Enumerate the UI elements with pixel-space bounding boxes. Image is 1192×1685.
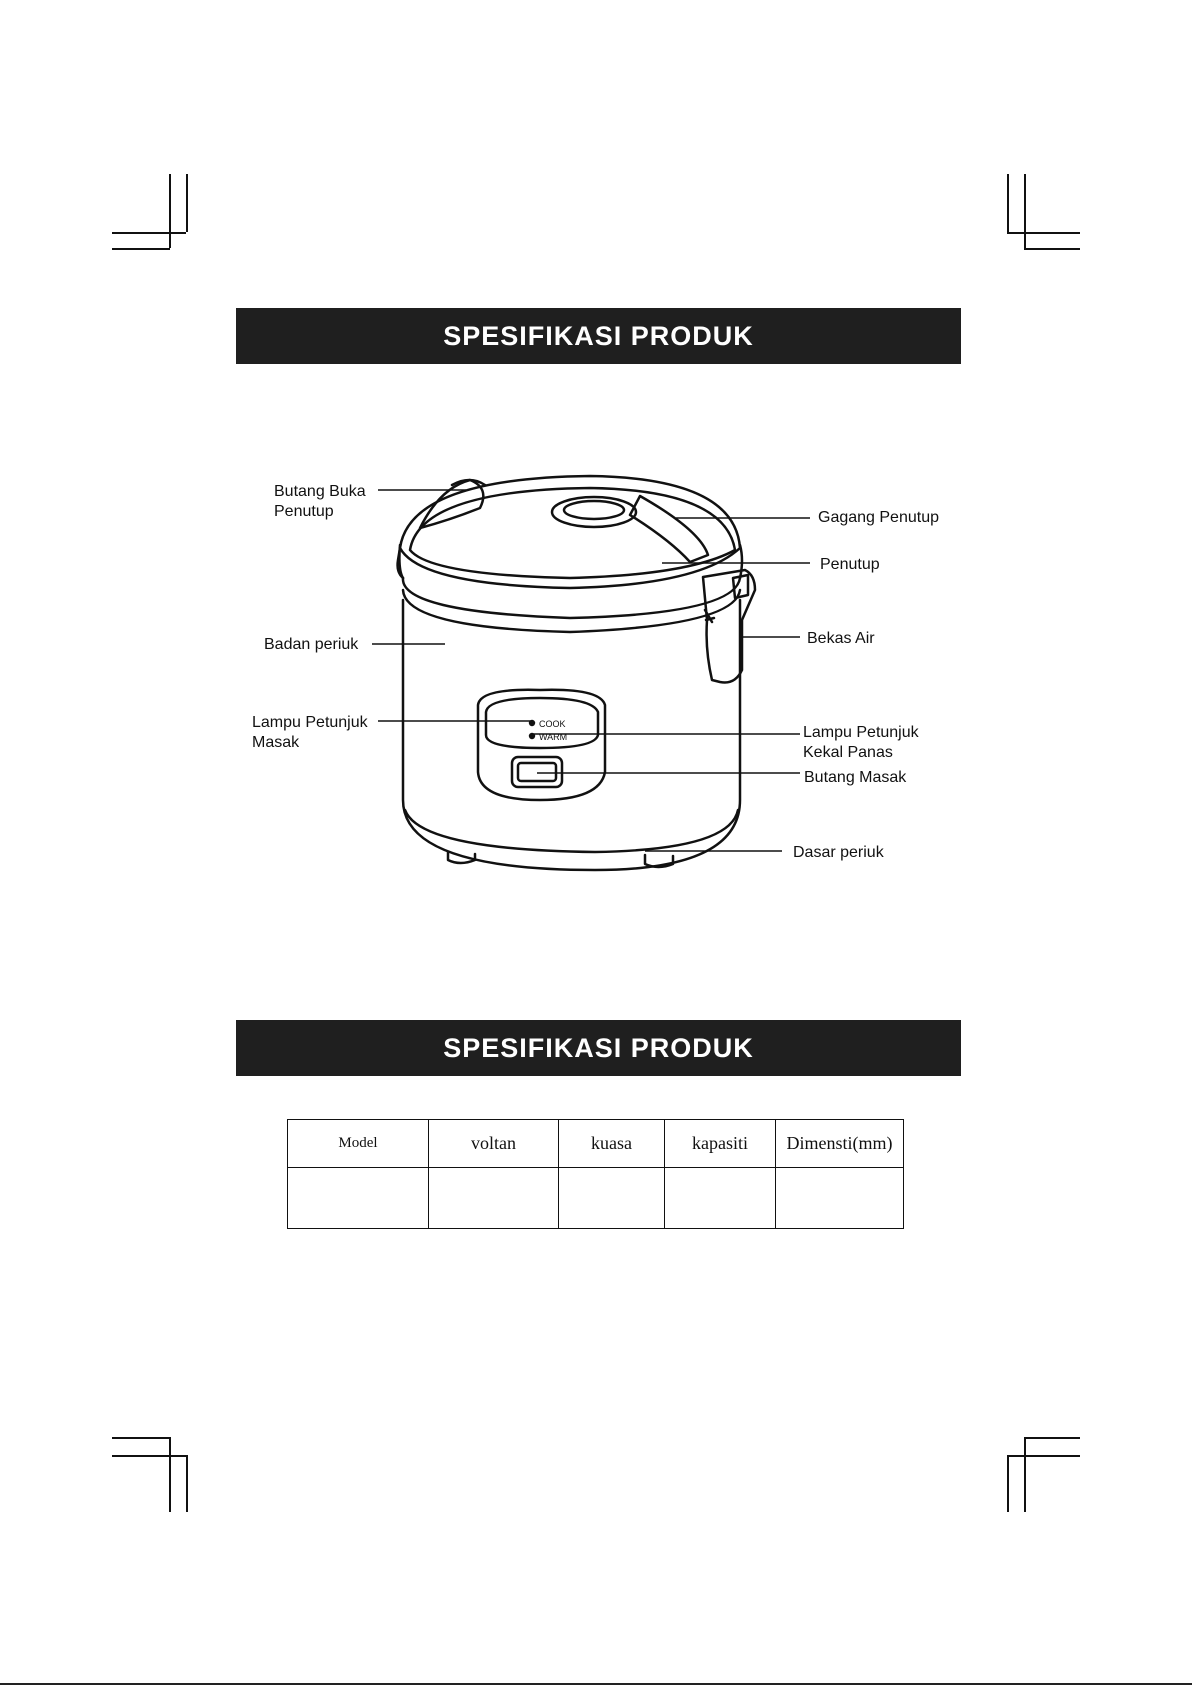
lid-rim-band — [403, 578, 740, 618]
table-header-row — [288, 1120, 904, 1168]
label-water-container: Bekas Air — [807, 630, 875, 647]
table-cell — [559, 1168, 665, 1229]
label-lid: Penutup — [820, 556, 880, 573]
label-cook-indicator: Lampu Petunjuk Masak — [252, 714, 368, 751]
label-pot-body: Badan periuk — [264, 636, 359, 653]
table-cell — [288, 1168, 429, 1229]
column-header-dimensti: Dimensti(mm) — [776, 1120, 904, 1168]
cook-indicator-text: COOK — [539, 719, 566, 729]
section-title-banner: SPESIFIKASI PRODUK — [236, 308, 961, 364]
label-cook-button: Butang Masak — [804, 769, 907, 786]
column-header-kapasiti: kapasiti — [665, 1120, 776, 1168]
table-row — [288, 1168, 904, 1229]
section-title-banner: SPESIFIKASI PRODUK — [236, 1020, 961, 1076]
cook-button-shape — [512, 757, 562, 787]
label-lid-release-button: Butang Buka Penutup — [274, 483, 366, 520]
steam-vent — [564, 501, 624, 519]
table-cell — [665, 1168, 776, 1229]
pot-body-outline — [403, 600, 740, 870]
warm-indicator-text: WARM — [539, 732, 568, 742]
table-cell — [429, 1168, 559, 1229]
table-cell — [776, 1168, 904, 1229]
label-pot-base: Dasar periuk — [793, 844, 884, 861]
spec-table — [287, 1119, 904, 1229]
label-warm-indicator: Lampu Petunjuk Kekal Panas — [803, 724, 919, 761]
body-lower-rim — [405, 810, 738, 852]
lid-inner-line — [410, 488, 735, 578]
label-lid-handle: Gagang Penutup — [818, 509, 939, 526]
lid-rim-band — [403, 590, 740, 632]
lid-outline — [400, 476, 740, 588]
column-header-model: Model — [288, 1120, 429, 1168]
column-header-voltan: voltan — [429, 1120, 559, 1168]
column-header-kuasa: kuasa — [559, 1120, 665, 1168]
